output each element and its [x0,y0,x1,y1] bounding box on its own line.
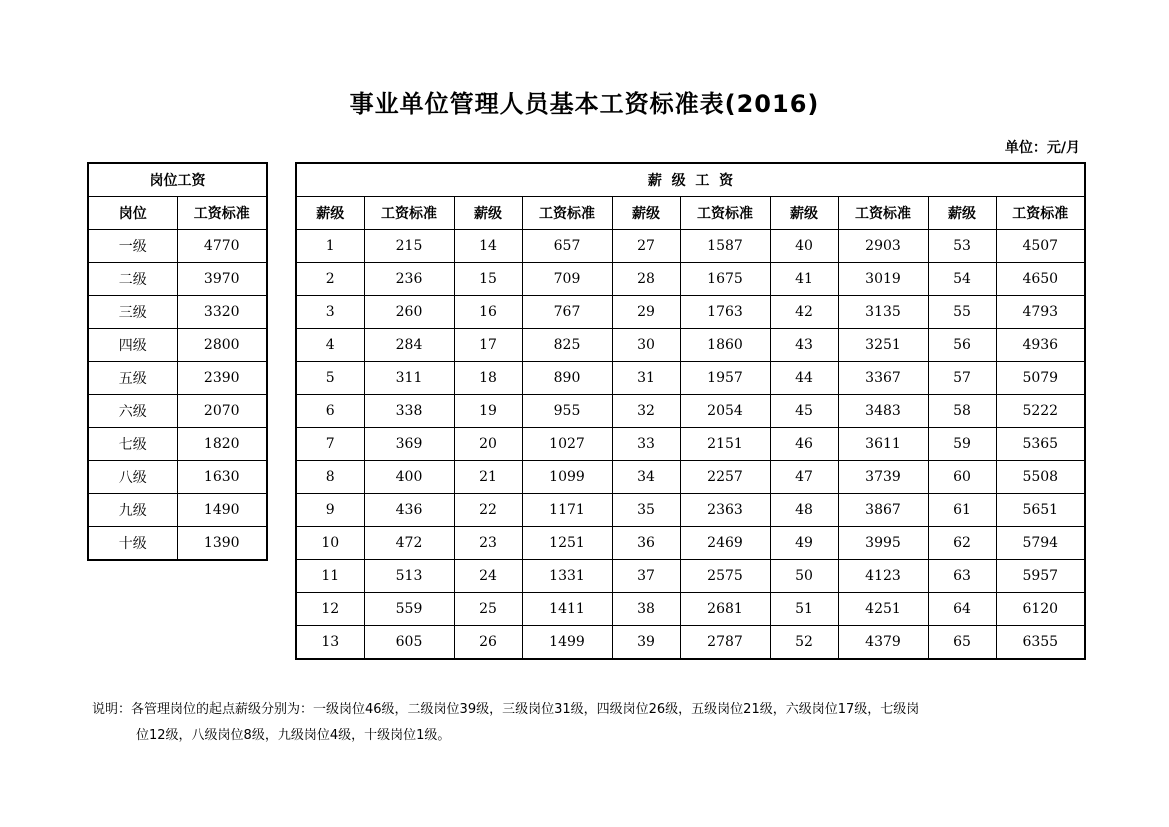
grade-standard-cell: 4793 [996,296,1085,329]
grade-standard-cell: 5794 [996,527,1085,560]
grade-standard-cell: 5508 [996,461,1085,494]
grade-standard-cell: 2575 [680,560,770,593]
grade-standard-cell: 2257 [680,461,770,494]
grade-level-cell: 22 [454,494,522,527]
table-row [296,593,1085,626]
table-row [296,230,1085,263]
grade-level-cell: 61 [928,494,996,527]
post-level-cell: 六级 [88,395,177,428]
grade-standard-cell: 5365 [996,428,1085,461]
grade-standard-cell: 4251 [838,593,928,626]
grade-standard-column-header: 工资标准 [364,197,454,230]
grade-level-cell: 38 [612,593,680,626]
grade-level-cell: 26 [454,626,522,660]
grade-level-cell: 20 [454,428,522,461]
grade-standard-cell: 3019 [838,263,928,296]
grade-level-cell: 37 [612,560,680,593]
table-row [88,395,267,428]
grade-level-cell: 3 [296,296,364,329]
grade-level-cell: 36 [612,527,680,560]
table-row [296,560,1085,593]
grade-standard-cell: 1027 [522,428,612,461]
table-row [88,494,267,527]
grade-level-cell: 14 [454,230,522,263]
grade-standard-cell: 955 [522,395,612,428]
unit-label: 单位：元/月 [1004,140,1080,156]
grade-column-header: 薪级 [296,197,364,230]
grade-level-cell: 11 [296,560,364,593]
grade-level-cell: 39 [612,626,680,660]
post-level-cell: 五级 [88,362,177,395]
post-standard-cell: 1490 [177,494,267,527]
table-row [296,428,1085,461]
grade-standard-column-header: 工资标准 [522,197,612,230]
grade-standard-cell: 5079 [996,362,1085,395]
grade-level-cell: 35 [612,494,680,527]
grade-standard-column-header: 工资标准 [996,197,1085,230]
grade-level-cell: 31 [612,362,680,395]
grade-standard-cell: 5651 [996,494,1085,527]
post-standard-column-header: 工资标准 [177,197,267,230]
grade-standard-cell: 5222 [996,395,1085,428]
grade-standard-cell: 559 [364,593,454,626]
grade-level-cell: 28 [612,263,680,296]
grade-standard-cell: 1171 [522,494,612,527]
grade-standard-cell: 1099 [522,461,612,494]
grade-standard-cell: 3611 [838,428,928,461]
grade-level-cell: 53 [928,230,996,263]
grade-standard-cell: 767 [522,296,612,329]
grade-standard-cell: 605 [364,626,454,660]
grade-standard-cell: 6355 [996,626,1085,660]
grade-standard-cell: 3483 [838,395,928,428]
post-level-cell: 二级 [88,263,177,296]
post-standard-cell: 3320 [177,296,267,329]
post-level-cell: 四级 [88,329,177,362]
grade-standard-cell: 4650 [996,263,1085,296]
grade-level-cell: 1 [296,230,364,263]
table-row [88,329,267,362]
table-row [296,362,1085,395]
table-row [88,461,267,494]
grade-standard-column-header: 工资标准 [680,197,770,230]
post-level-cell: 三级 [88,296,177,329]
grade-level-cell: 50 [770,560,838,593]
grade-standard-cell: 2681 [680,593,770,626]
grade-standard-cell: 1331 [522,560,612,593]
table-row [88,296,267,329]
grade-level-cell: 9 [296,494,364,527]
grade-standard-cell: 1763 [680,296,770,329]
table-row [296,296,1085,329]
grade-level-cell: 43 [770,329,838,362]
grade-level-cell: 56 [928,329,996,362]
grade-level-cell: 24 [454,560,522,593]
grade-level-cell: 4 [296,329,364,362]
grade-standard-cell: 1675 [680,263,770,296]
grade-standard-cell: 4379 [838,626,928,660]
post-column-header: 岗位 [88,197,177,230]
grade-level-cell: 64 [928,593,996,626]
grade-standard-cell: 338 [364,395,454,428]
grade-level-cell: 21 [454,461,522,494]
post-standard-cell: 2390 [177,362,267,395]
table-row [296,395,1085,428]
grade-standard-cell: 1251 [522,527,612,560]
grade-level-cell: 34 [612,461,680,494]
table-row [296,527,1085,560]
grade-level-cell: 42 [770,296,838,329]
grade-level-cell: 32 [612,395,680,428]
explanation-note [92,697,1052,749]
grade-level-cell: 46 [770,428,838,461]
grade-standard-cell: 6120 [996,593,1085,626]
page-title: 事业单位管理人员基本工资标准表(2016) [349,90,820,118]
grade-standard-cell: 2363 [680,494,770,527]
grade-standard-cell: 890 [522,362,612,395]
table-row [88,230,267,263]
grade-level-cell: 5 [296,362,364,395]
grade-standard-cell: 825 [522,329,612,362]
post-standard-cell: 3970 [177,263,267,296]
post-standard-cell: 4770 [177,230,267,263]
grade-standard-cell: 4507 [996,230,1085,263]
grade-level-cell: 16 [454,296,522,329]
grade-standard-cell: 2054 [680,395,770,428]
grade-standard-cell: 1587 [680,230,770,263]
grade-standard-cell: 709 [522,263,612,296]
post-level-cell: 十级 [88,527,177,561]
post-level-cell: 八级 [88,461,177,494]
grade-level-cell: 48 [770,494,838,527]
grade-level-cell: 33 [612,428,680,461]
grade-level-cell: 51 [770,593,838,626]
grade-level-cell: 18 [454,362,522,395]
grade-level-cell: 55 [928,296,996,329]
post-level-cell: 一级 [88,230,177,263]
grade-standard-cell: 400 [364,461,454,494]
grade-level-cell: 29 [612,296,680,329]
grade-standard-cell: 215 [364,230,454,263]
post-standard-cell: 1630 [177,461,267,494]
table-row [88,362,267,395]
post-standard-cell: 1390 [177,527,267,561]
grade-level-cell: 60 [928,461,996,494]
table-row [88,263,267,296]
note-line-1: 说明：各管理岗位的起点薪级分别为：一级岗位46级，二级岗位39级，三级岗位31级，四级岗位26级，五级岗位21级，六级岗位17级，七级岗 [92,702,920,717]
grade-standard-cell: 3867 [838,494,928,527]
post-salary-group-header: 岗位工资 [88,163,267,197]
grade-standard-cell: 2469 [680,527,770,560]
grade-level-cell: 52 [770,626,838,660]
grade-level-cell: 2 [296,263,364,296]
grade-level-cell: 7 [296,428,364,461]
grade-level-cell: 27 [612,230,680,263]
grade-level-cell: 57 [928,362,996,395]
grade-level-cell: 19 [454,395,522,428]
grade-level-cell: 17 [454,329,522,362]
table-row [296,329,1085,362]
grade-standard-cell: 311 [364,362,454,395]
grade-standard-cell: 284 [364,329,454,362]
grade-level-cell: 54 [928,263,996,296]
grade-standard-cell: 3367 [838,362,928,395]
grade-standard-cell: 3739 [838,461,928,494]
table-row [296,263,1085,296]
grade-standard-cell: 3995 [838,527,928,560]
grade-standard-cell: 236 [364,263,454,296]
grade-level-cell: 59 [928,428,996,461]
grade-level-cell: 23 [454,527,522,560]
grade-level-cell: 13 [296,626,364,660]
grade-level-cell: 47 [770,461,838,494]
grade-standard-cell: 2903 [838,230,928,263]
grade-level-cell: 6 [296,395,364,428]
grade-standard-cell: 472 [364,527,454,560]
grade-level-cell: 8 [296,461,364,494]
grade-column-header: 薪级 [928,197,996,230]
post-standard-cell: 2070 [177,395,267,428]
grade-level-cell: 58 [928,395,996,428]
grade-level-cell: 45 [770,395,838,428]
grade-salary-group-header: 薪 级 工 资 [296,163,1085,197]
grade-level-cell: 40 [770,230,838,263]
grade-level-cell: 30 [612,329,680,362]
grade-column-header: 薪级 [770,197,838,230]
grade-standard-cell: 1499 [522,626,612,660]
post-salary-table [87,162,268,561]
note-line-2: 位12级，八级岗位8级，九级岗位4级，十级岗位1级。 [136,728,451,743]
post-level-cell: 七级 [88,428,177,461]
grade-level-cell: 65 [928,626,996,660]
grade-level-cell: 10 [296,527,364,560]
table-row [296,461,1085,494]
grade-standard-cell: 2151 [680,428,770,461]
grade-standard-column-header: 工资标准 [838,197,928,230]
post-standard-cell: 1820 [177,428,267,461]
post-level-cell: 九级 [88,494,177,527]
table-row [296,626,1085,660]
grade-level-cell: 63 [928,560,996,593]
grade-standard-cell: 1411 [522,593,612,626]
grade-level-cell: 25 [454,593,522,626]
grade-standard-cell: 436 [364,494,454,527]
grade-standard-cell: 3251 [838,329,928,362]
grade-standard-cell: 1860 [680,329,770,362]
grade-standard-cell: 2787 [680,626,770,660]
grade-standard-cell: 657 [522,230,612,263]
grade-standard-cell: 369 [364,428,454,461]
table-row [88,527,267,561]
grade-standard-cell: 513 [364,560,454,593]
grade-standard-cell: 4936 [996,329,1085,362]
grade-level-cell: 41 [770,263,838,296]
grade-column-header: 薪级 [454,197,522,230]
grade-level-cell: 12 [296,593,364,626]
post-standard-cell: 2800 [177,329,267,362]
table-row [88,428,267,461]
grade-standard-cell: 1957 [680,362,770,395]
table-row [296,494,1085,527]
grade-standard-cell: 4123 [838,560,928,593]
grade-salary-table [295,162,1086,660]
grade-standard-cell: 3135 [838,296,928,329]
grade-standard-cell: 5957 [996,560,1085,593]
grade-column-header: 薪级 [612,197,680,230]
grade-level-cell: 62 [928,527,996,560]
grade-standard-cell: 260 [364,296,454,329]
grade-level-cell: 15 [454,263,522,296]
grade-level-cell: 44 [770,362,838,395]
grade-level-cell: 49 [770,527,838,560]
